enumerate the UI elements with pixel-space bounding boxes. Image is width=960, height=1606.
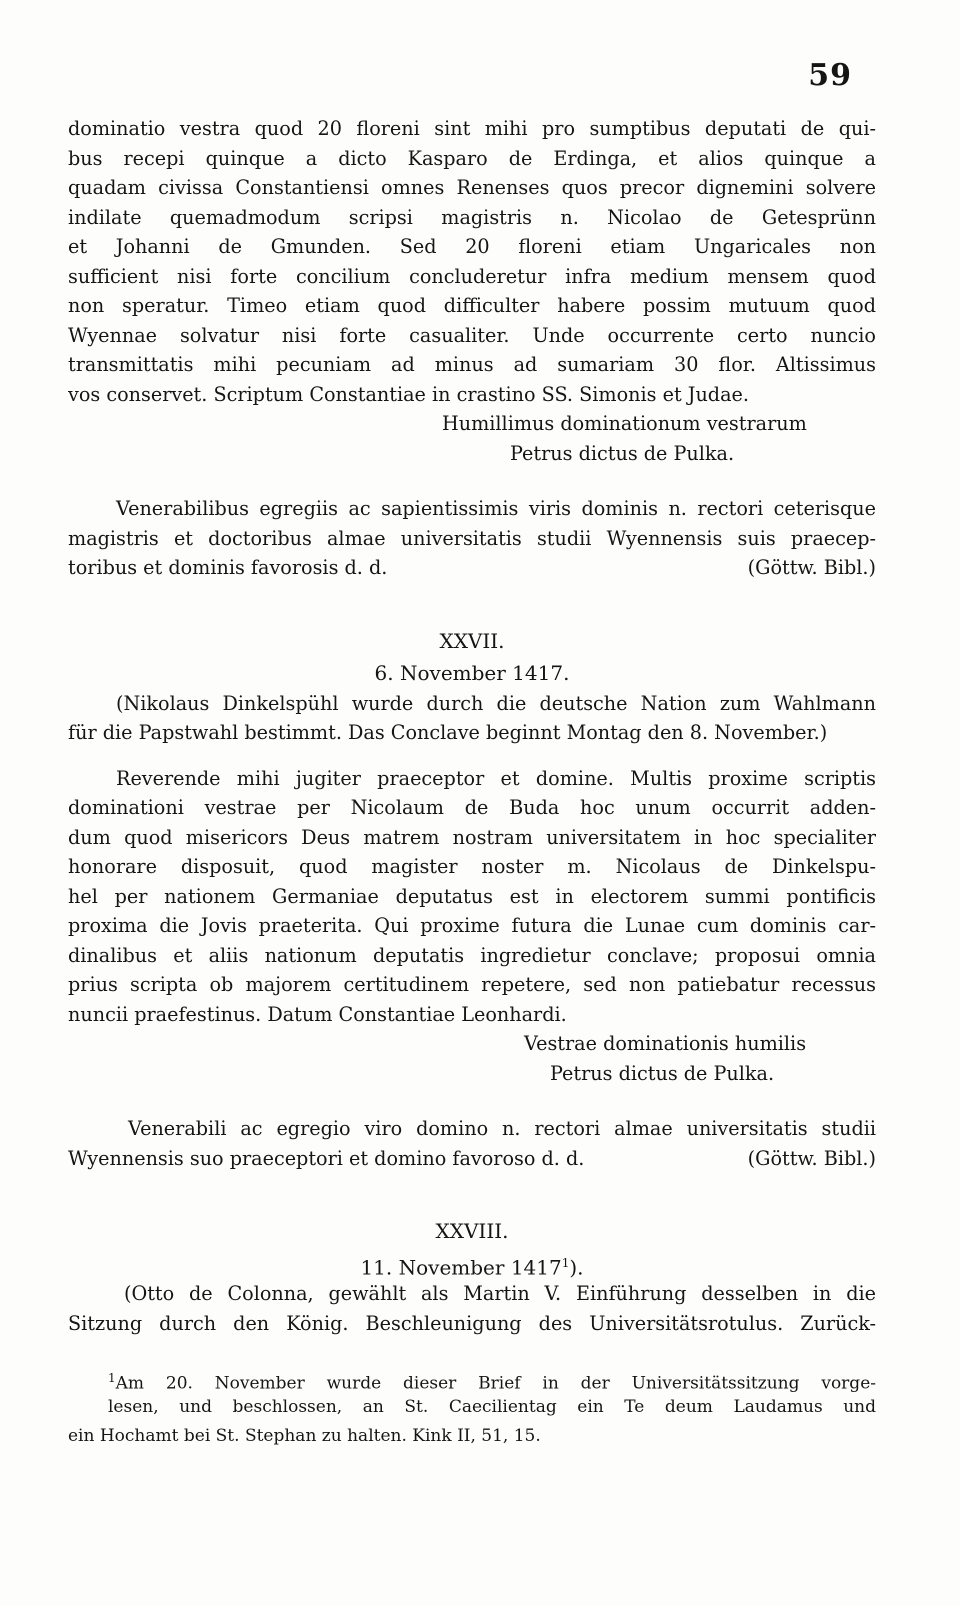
signature-line: Petrus dictus de Pulka. <box>510 441 735 465</box>
text-line: vos conservet. Scriptum Constantiae in crastino SS. Simonis et Judae. <box>68 382 749 406</box>
text-line: et Johanni de Gmunden. Sed 20 floreni etiam Ungaricales non <box>68 235 876 258</box>
address-line <box>68 1144 876 1174</box>
footnote-line <box>68 1364 876 1393</box>
text-line: dominatio vestra quod 20 floreni sint mihi pro sumptibus deputati de qui- <box>68 117 876 140</box>
text-line: dinalibus et aliis nationum deputatis ingredietur conclave; proposui omnia <box>68 943 876 967</box>
address-line-text: toribus et dominis favorosis d. d. <box>68 556 388 579</box>
letter1-signature <box>68 409 876 468</box>
letter3-summary <box>68 1279 876 1338</box>
letter1-text <box>68 114 876 409</box>
text-line: bus recepi quinque a dicto Kasparo de Erdinga, et alios quinque a <box>68 146 876 170</box>
letter2-address <box>68 1114 876 1173</box>
signature-line: Vestrae dominationis humilis <box>524 1032 807 1055</box>
text-line: Wyennae solvatur nisi forte casualiter. Unde occurrente certo nuncio <box>68 323 876 347</box>
address-line: Venerabili ac egregio viro domino n. rectori almae universitatis studii <box>128 1117 876 1140</box>
letter1-address <box>68 494 876 583</box>
letter3-date <box>68 1247 876 1279</box>
text-line: sufficient nisi forte concilium concluderetur infra medium mensem quod <box>68 264 876 288</box>
footnote-mark: 1 <box>108 1371 116 1385</box>
text-line: hel per nationem Germaniae deputatus est in electorem summi pontificis <box>68 884 876 908</box>
text-line: Reverende mihi jugiter praeceptor et domine. Multis proxime scriptis <box>116 766 876 790</box>
text-line: nuncii praefestinus. Datum Constantiae Leonhardi. <box>68 1002 567 1026</box>
letter2-date: 6. November 1417. <box>374 660 570 685</box>
letter3-numeral: XXVIII. <box>435 1219 509 1243</box>
footnote-line-text: Am 20. November wurde dieser Brief in der Universitätssitzung vorge- <box>115 1373 876 1393</box>
letter2-signature <box>68 1029 876 1088</box>
text-line: proxima die Jovis praeterita. Qui proxime futura die Lunae cum dominis car- <box>68 914 876 937</box>
summary-line: (Nikolaus Dinkelspühl wurde durch die deutsche Nation zum Wahlmann <box>116 691 876 715</box>
address-line: Venerabilibus egregiis ac sapientissimis viris dominis n. rectori ceterisque <box>116 497 876 520</box>
text-line: transmittatis mihi pecuniam ad minus ad sumariam 30 flor. Altissimus <box>68 353 876 376</box>
source-citation: (Göttw. Bibl.) <box>747 1146 876 1170</box>
footnote-line: lesen, und beschlossen, an St. Caecilientag ein Te deum Laudamus und <box>108 1397 876 1417</box>
summary-line: für die Papstwahl bestimmt. Das Conclave beginnt Montag den 8. November.) <box>68 721 828 744</box>
page-number: 59 <box>808 58 852 93</box>
letter2-numeral: XXVII. <box>439 628 505 653</box>
letter3-date-text: 11. November 1417 <box>360 1255 562 1280</box>
footnote-line: ein Hochamt bei St. Stephan zu halten. Kink II, 51, 15. <box>68 1426 541 1446</box>
footnote <box>68 1364 876 1451</box>
page-body <box>68 114 876 1451</box>
text-line: non speratur. Timeo etiam quod difficulter habere possim mutuum quod <box>68 294 876 317</box>
text-line: dum quod misericors Deus matrem nostram universitatem in hoc specialiter <box>68 825 876 849</box>
footnote-reference[interactable]: 1 <box>561 1256 570 1270</box>
summary-line: (Otto de Colonna, gewählt als Martin V. Einführung desselben in die <box>124 1282 876 1305</box>
letter2-summary <box>68 689 876 748</box>
text-line: quadam civissa Constantiensi omnes Renenses quos precor dignemini solvere <box>68 176 876 199</box>
address-line <box>68 553 876 583</box>
letter2-text <box>68 764 876 1030</box>
letter3-date-end: ). <box>569 1255 584 1280</box>
address-line-text: Wyennensis suo praeceptori et domino favoroso d. d. <box>68 1146 585 1170</box>
address-line: magistris et doctoribus almae universitatis studii Wyennensis suis praecep- <box>68 526 876 550</box>
summary-line: Sitzung durch den König. Beschleunigung des Universitätsrotulus. Zurück- <box>68 1311 876 1335</box>
text-line: honorare disposuit, quod magister noster m. Nicolaus de Dinkelspu- <box>68 855 876 878</box>
text-line: dominationi vestrae per Nicolaum de Buda hoc unum occurrit adden- <box>68 796 876 819</box>
text-line: prius scripta ob majorem certitudinem repetere, sed non patiebatur recessus <box>68 973 876 996</box>
signature-line: Humillimus dominationum vestrarum <box>442 412 807 435</box>
signature-line: Petrus dictus de Pulka. <box>550 1061 775 1085</box>
source-citation: (Göttw. Bibl.) <box>747 556 876 579</box>
text-line: indilate quemadmodum scripsi magistris n. Nicolao de Getesprünn <box>68 205 876 229</box>
